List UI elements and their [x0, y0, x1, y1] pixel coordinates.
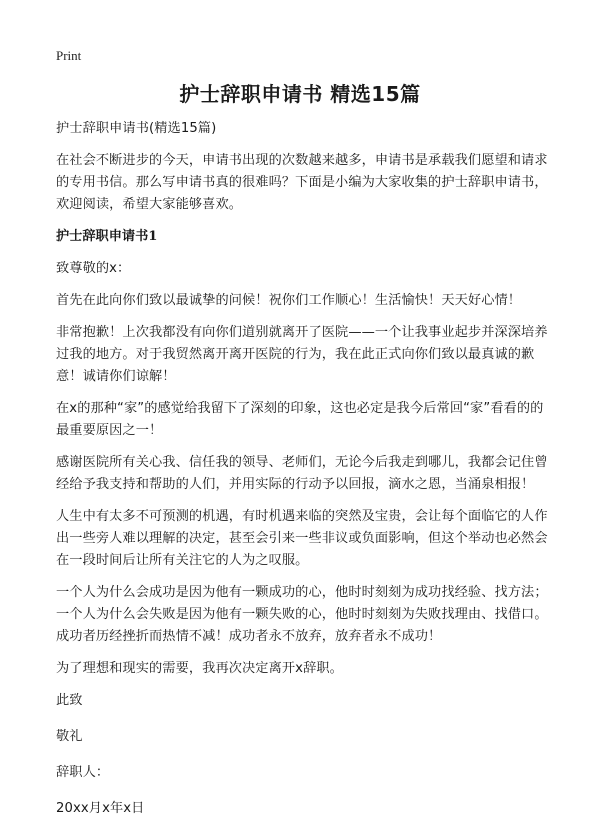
document-body [56, 118, 550, 830]
body-paragraph: 首先在此向你们致以最诚挚的问候！祝你们工作顺心！生活愉快！天天好心情！ [56, 293, 522, 308]
document-subtitle: 护士辞职申请书(精选15篇) [56, 121, 217, 136]
print-link[interactable]: Print [56, 48, 82, 63]
section-heading: 护士辞职申请书1 [56, 229, 158, 244]
body-paragraph: 人生中有太多不可预测的机遇，有时机遇来临的突然及宝贵，会让每个面临它的人作出一些旁人难以理解的决定，甚至会引来一些非议或负面影响，但这个举动也必然会在一段时间后让所有关注它的人为之叹服。 [56, 509, 548, 568]
salutation: 致尊敬的x： [56, 261, 131, 276]
intro-paragraph: 在社会不断进步的今天，申请书出现的次数越来越多，申请书是承载我们愿望和请求的专用书信。那么写申请书真的很难吗？下面是小编为大家收集的护士辞职申请书，欢迎阅读，希望大家能够喜欢。 [56, 153, 548, 212]
body-paragraph: 非常抱歉！上次我都没有向你们道别就离开了医院——一个让我事业起步并深深培养过我的地方。对于我贸然离开离开医院的行为，我在此正式向你们致以最真诚的歉意！诚请你们谅解！ [56, 325, 548, 384]
body-paragraph: 一个人为什么会成功是因为他有一颗成功的心，他时时刻刻为成功找经验、找方法；一个人为什么会失败是因为他有一颗失败的心，他时时刻刻为失败找理由、找借口。成功者历经挫折而热情不减！成功者永不放弃，放弃者永不成功！ [56, 585, 548, 644]
signature-label: 辞职人： [56, 765, 110, 780]
letter-date: 20xx月x年x日 [56, 801, 145, 816]
closing-regards: 敬礼 [56, 729, 83, 744]
body-paragraph: 为了理想和现实的需要，我再次决定离开x辞职。 [56, 661, 343, 676]
closing-line: 此致 [56, 693, 83, 708]
document-title: 护士辞职申请书 精选15篇 [179, 82, 421, 106]
body-paragraph: 感谢医院所有关心我、信任我的领导、老师们，无论今后我走到哪儿，我都会记住曾经给予我支持和帮助的人们，并用实际的行动予以回报，滴水之恩，当涌泉相报！ [56, 455, 548, 492]
body-paragraph: 在x的那种“家”的感觉给我留下了深刻的印象，这也必定是我今后常回“家”看看的的最重要原因之一！ [56, 401, 544, 438]
